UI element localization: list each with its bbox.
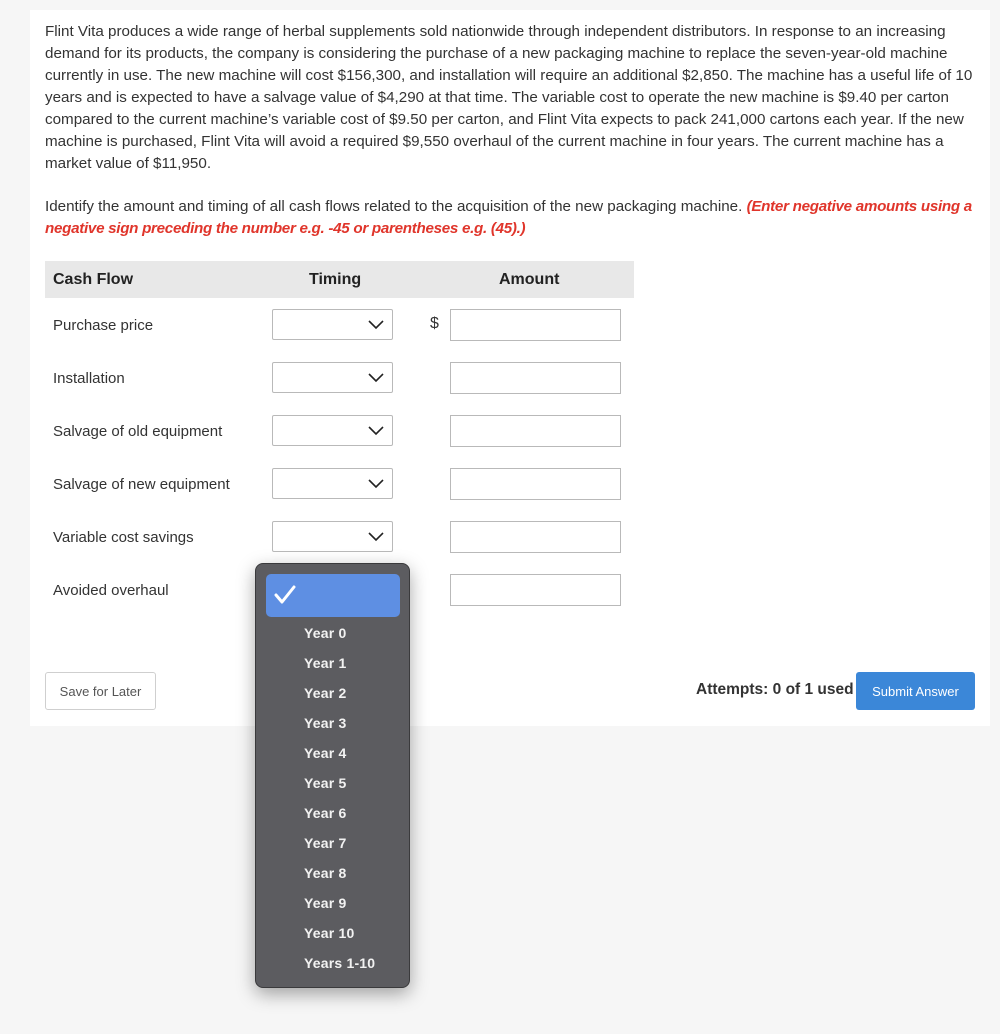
timing-select-purchase-price[interactable] xyxy=(272,309,393,340)
dropdown-option[interactable]: Year 3 xyxy=(304,715,347,731)
dropdown-option[interactable]: Year 0 xyxy=(304,625,347,641)
row-label-avoided-overhaul: Avoided overhaul xyxy=(53,582,169,599)
row-label-salvage-new: Salvage of new equipment xyxy=(53,476,230,493)
header-cash-flow: Cash Flow xyxy=(53,271,134,288)
dropdown-option[interactable]: Year 8 xyxy=(304,865,347,881)
chevron-down-icon xyxy=(368,318,384,332)
instruction-main: Identify the amount and timing of all cash flows related to the acquisition of the new packaging machine. xyxy=(45,198,743,215)
dropdown-option[interactable]: Year 1 xyxy=(304,655,347,671)
timing-select-variable-cost-savings[interactable] xyxy=(272,521,393,552)
dropdown-option[interactable]: Years 1-10 xyxy=(304,955,376,971)
timing-dropdown-menu[interactable] xyxy=(255,563,410,988)
amount-input-salvage-new[interactable] xyxy=(450,468,621,500)
amount-input-avoided-overhaul[interactable] xyxy=(450,574,621,606)
instruction-text xyxy=(45,196,980,240)
dropdown-options-list xyxy=(256,618,409,978)
chevron-down-icon xyxy=(368,371,384,385)
dropdown-option[interactable]: Year 10 xyxy=(304,925,355,941)
timing-select-salvage-old[interactable] xyxy=(272,415,393,446)
header-amount: Amount xyxy=(499,271,560,288)
dropdown-option[interactable]: Year 9 xyxy=(304,895,347,911)
chevron-down-icon xyxy=(368,530,384,544)
dropdown-option-blank-selected[interactable] xyxy=(266,574,400,617)
row-label-installation: Installation xyxy=(53,370,125,387)
instruction-hint: (Enter negative amounts using a negative sign preceding the number e.g. -45 or parentheses e.g. (45).) xyxy=(45,198,972,237)
chevron-down-icon xyxy=(368,477,384,491)
checkmark-icon xyxy=(274,585,296,605)
problem-text: Flint Vita produces a wide range of herbal supplements sold nationwide through independent distributors. In response to an increasing demand for its products, the company is considering the purchase of a new packaging machine to replace the seven-year-old machine currently in use. The new machine will cost $156,300, and installation will require an additional $2,850. The machine has a useful life of 10 years and is expected to have a salvage value of $4,290 at that time. The variable cost to operate the new machine is $9.40 per carton compared to the current machine’s variable cost of $9.50 per carton, and Flint Vita expects to pack 241,000 cartons each year. If the new machine is purchased, Flint Vita will avoid a required $9,550 overhaul of the current machine in four years. The current machine has a market value of $11,950. xyxy=(45,23,973,172)
row-label-purchase-price: Purchase price xyxy=(53,317,154,334)
dropdown-option[interactable]: Year 7 xyxy=(304,835,347,851)
amount-input-salvage-old[interactable] xyxy=(450,415,621,447)
row-label-salvage-old: Salvage of old equipment xyxy=(53,423,223,440)
amount-input-variable-cost-savings[interactable] xyxy=(450,521,621,553)
attempts-counter: Attempts: 0 of 1 used xyxy=(696,681,854,698)
chevron-down-icon xyxy=(368,424,384,438)
table-header xyxy=(45,261,634,298)
header-timing: Timing xyxy=(309,271,362,288)
dropdown-option[interactable]: Year 4 xyxy=(304,745,347,761)
dropdown-option[interactable]: Year 5 xyxy=(304,775,347,791)
amount-input-installation[interactable] xyxy=(450,362,621,394)
amount-input-purchase-price[interactable] xyxy=(450,309,621,341)
timing-select-installation[interactable] xyxy=(272,362,393,393)
save-for-later-button[interactable]: Save for Later xyxy=(45,672,156,710)
dropdown-option[interactable]: Year 2 xyxy=(304,685,347,701)
question-card xyxy=(30,10,990,726)
dropdown-option[interactable]: Year 6 xyxy=(304,805,347,821)
row-label-variable-cost-savings: Variable cost savings xyxy=(53,529,194,546)
submit-answer-button[interactable]: Submit Answer xyxy=(856,672,975,710)
currency-symbol: $ xyxy=(430,315,439,332)
timing-select-salvage-new[interactable] xyxy=(272,468,393,499)
